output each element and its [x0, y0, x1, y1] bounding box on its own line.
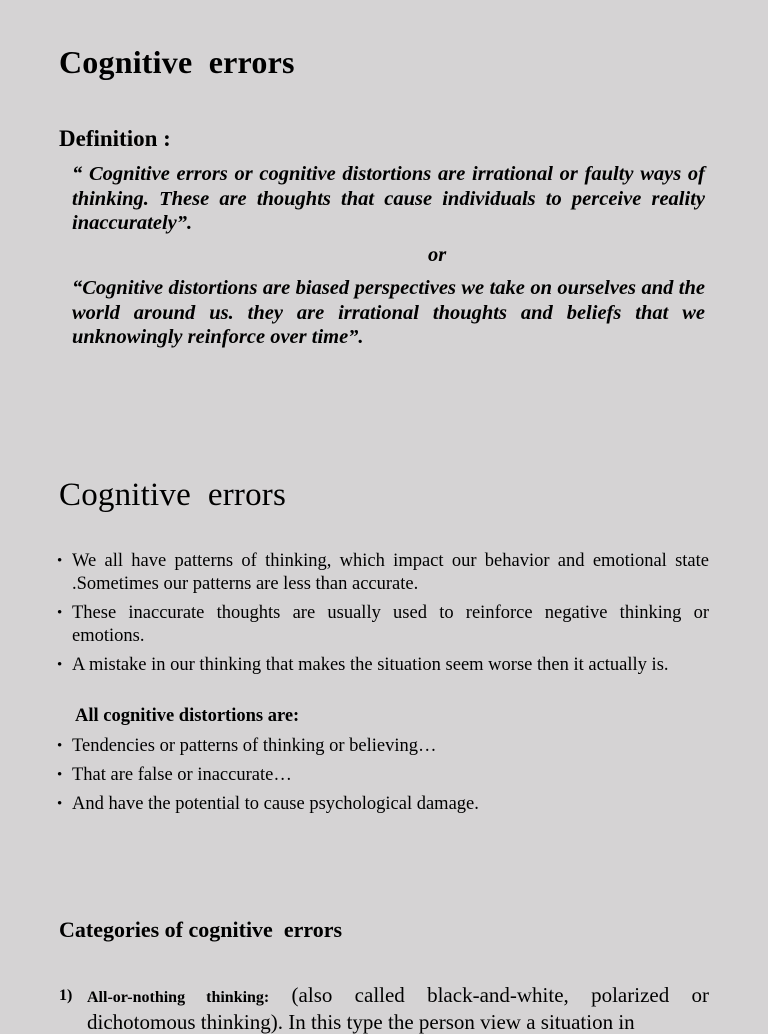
slide-title: Cognitive errors: [59, 44, 295, 80]
bullet-icon: •: [57, 767, 63, 783]
bullet-text: We all have patterns of thinking, which impact our behavior and emotional state .Sometimes our patterns are less than accurate.: [72, 551, 709, 594]
distortions-subheading: All cognitive distortions are:: [75, 706, 300, 726]
bullet-icon: •: [57, 605, 63, 621]
numbered-item: [59, 983, 709, 1034]
item-term: All-or-nothing thinking:: [87, 989, 270, 1006]
bullet-list: [57, 550, 709, 683]
item-text: (also called black-and-white, polarized or dichotomous thinking). In this type the person view a situation in: [87, 983, 709, 1034]
item-number: 1): [59, 987, 73, 1004]
bullet-text: That are false or inaccurate…: [72, 765, 292, 785]
list-item: [57, 550, 709, 596]
definition-heading: Definition :: [59, 126, 171, 151]
list-item: [57, 654, 709, 677]
definition-quote-2: “Cognitive distortions are biased perspectives we take on ourselves and the world around us. they are irrational thoughts and beliefs that we unknowingly reinforce over time”.: [72, 277, 705, 348]
or-separator: or: [428, 244, 447, 266]
bullet-text: And have the potential to cause psychological damage.: [72, 794, 479, 814]
bullet-text: A mistake in our thinking that makes the situation seem worse then it actually is.: [72, 655, 669, 675]
bullet-icon: •: [57, 796, 63, 812]
bullet-icon: •: [57, 553, 63, 569]
list-item: [57, 735, 709, 758]
bullet-icon: •: [57, 738, 63, 754]
bullet-text: Tendencies or patterns of thinking or believing…: [72, 736, 437, 756]
item-body: [87, 983, 709, 1034]
list-item: [57, 764, 709, 787]
slide-title: Cognitive errors: [59, 477, 287, 513]
bullet-icon: •: [57, 657, 63, 673]
categories-heading: Categories of cognitive errors: [59, 917, 343, 942]
list-item: [57, 602, 709, 648]
bullet-text: These inaccurate thoughts are usually used to reinforce negative thinking or emotions.: [72, 603, 709, 646]
list-item: [57, 793, 709, 816]
bullet-list: [57, 735, 709, 822]
definition-quote-1: “ Cognitive errors or cognitive distortions are irrational or faulty ways of thinking. These are thoughts that cause individuals to perceive reality inaccurately”.: [72, 163, 705, 234]
